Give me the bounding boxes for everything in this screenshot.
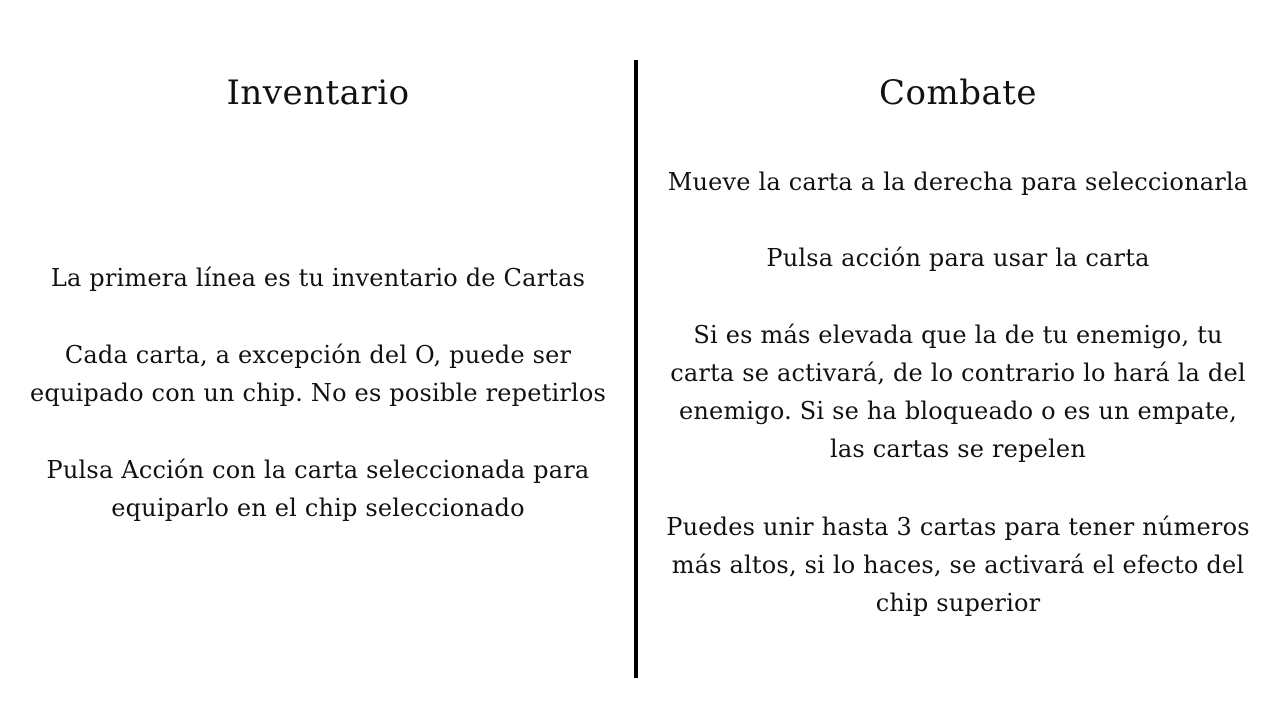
- inventory-title: Inventario: [226, 73, 410, 113]
- inventory-paragraph-2: [0, 336, 636, 412]
- paragraph-line: Cada carta, a excepción del O, puede ser: [64, 341, 572, 369]
- paragraph-line: La primera línea es tu inventario de Cartas: [50, 264, 586, 292]
- paragraph-line: Si es más elevada que la de tu enemigo, tu: [693, 321, 1223, 349]
- paragraph-line: chip superior: [875, 589, 1041, 617]
- inventory-paragraph-1: [0, 259, 636, 297]
- combat-paragraph-3: [640, 316, 1276, 468]
- combat-paragraph-2: [640, 239, 1276, 277]
- combat-title: Combate: [878, 73, 1038, 113]
- paragraph-line: Pulsa Acción con la carta seleccionada para: [46, 456, 590, 484]
- paragraph-line: Mueve la carta a la derecha para seleccionarla: [667, 168, 1249, 196]
- paragraph-line: las cartas se repelen: [830, 435, 1086, 463]
- inventory-paragraph-3: [0, 451, 636, 527]
- paragraph-line: carta se activará, de lo contrario lo hará la del: [670, 359, 1246, 387]
- panel-divider: [634, 60, 638, 678]
- paragraph-line: Pulsa acción para usar la carta: [766, 244, 1150, 272]
- paragraph-line: Puedes unir hasta 3 cartas para tener números: [666, 513, 1250, 541]
- combat-paragraph-1: [640, 163, 1276, 201]
- combat-paragraph-4: [640, 508, 1276, 622]
- paragraph-line: equiparlo en el chip seleccionado: [111, 494, 525, 522]
- paragraph-line: equipado con un chip. No es posible repetirlos: [29, 379, 607, 407]
- paragraph-line: más altos, si lo haces, se activará el efecto del: [671, 551, 1245, 579]
- paragraph-line: enemigo. Si se ha bloqueado o es un empate,: [679, 397, 1237, 425]
